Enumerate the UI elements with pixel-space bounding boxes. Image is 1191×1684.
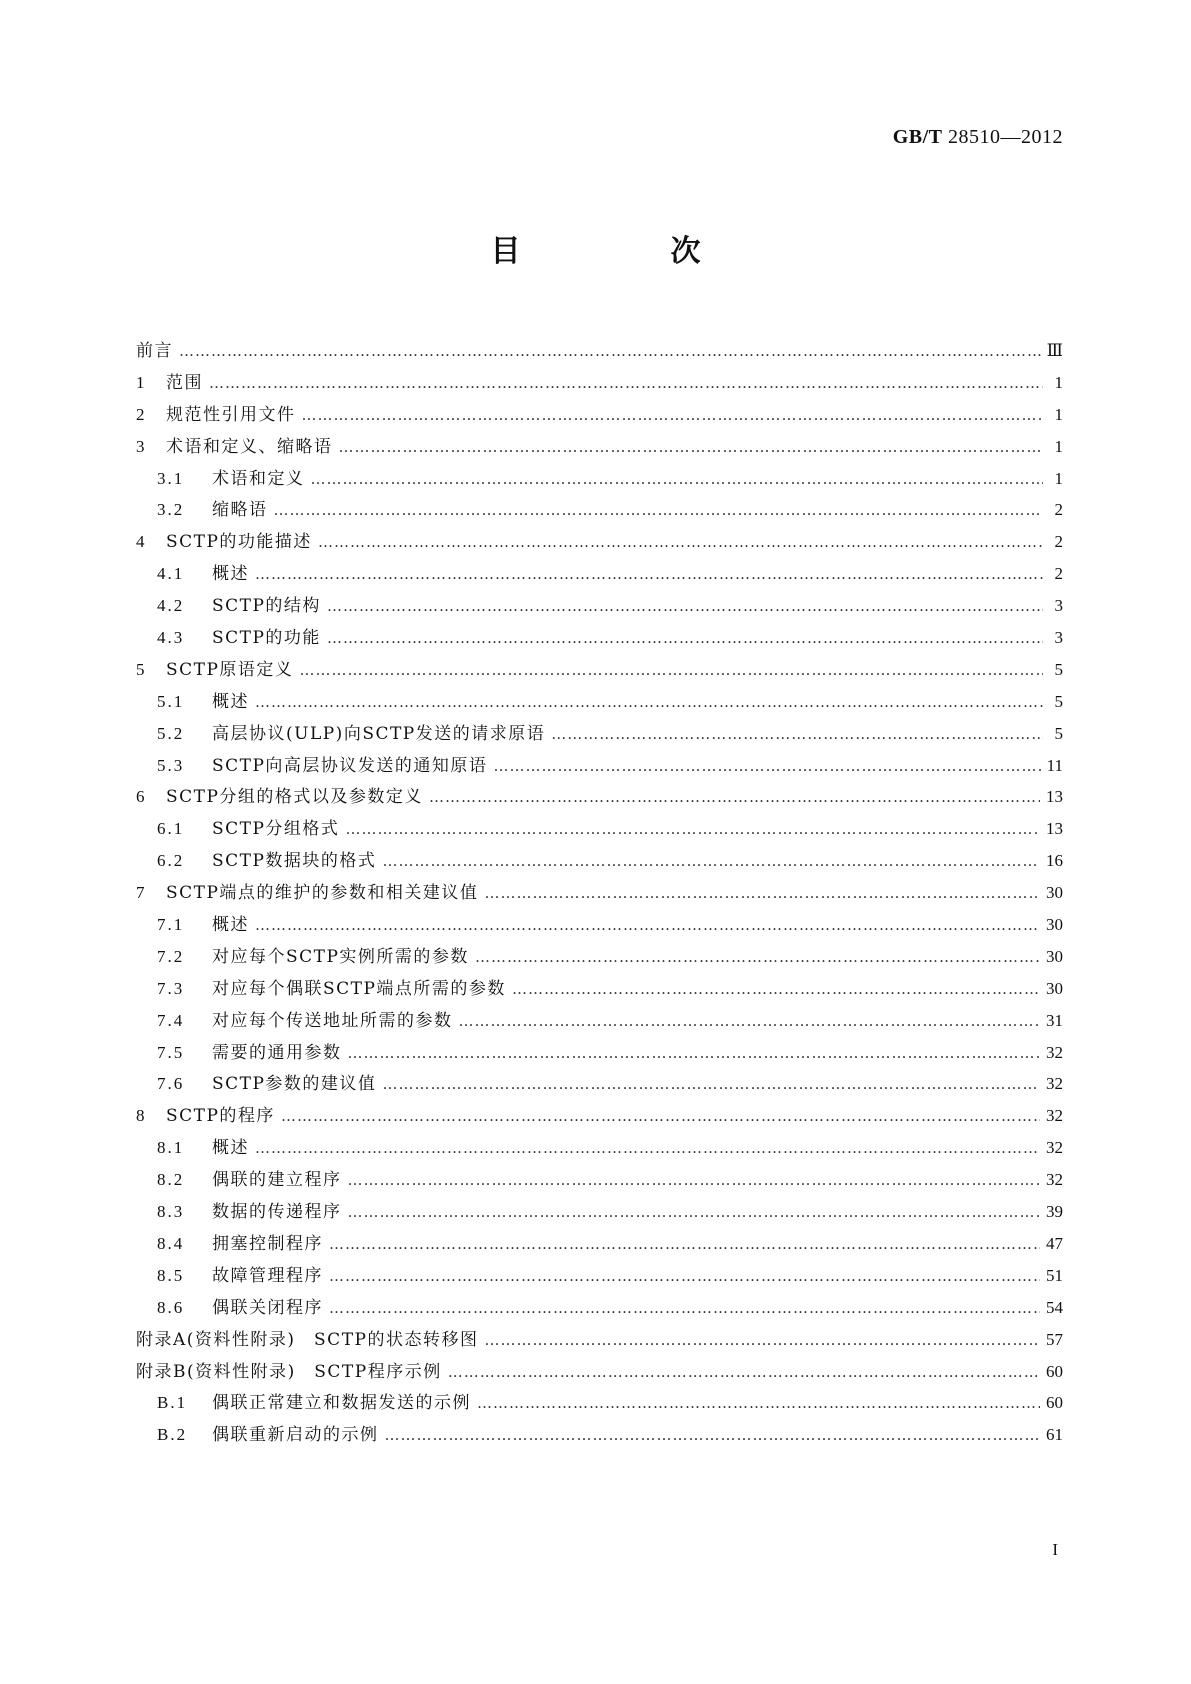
toc-dot-leader	[318, 533, 1043, 551]
toc-entry-number: 8.5	[157, 1265, 185, 1285]
toc-entry-page: 30	[1046, 978, 1063, 998]
toc-entry-number: 8.4	[157, 1233, 185, 1253]
toc-entry-number: 4.1	[157, 564, 185, 584]
toc-entry[interactable]	[136, 1006, 1063, 1038]
toc-entry-page: 2	[1054, 532, 1063, 552]
toc-dot-leader	[281, 1107, 1040, 1125]
toc-entry-page: 30	[1046, 946, 1063, 966]
toc-entry-number: 7.6	[157, 1074, 185, 1094]
document-code-prefix: GB/T	[892, 126, 943, 148]
table-of-contents	[136, 336, 1063, 1452]
toc-entry-label: 术语和定义、缩略语	[166, 436, 333, 457]
toc-entry-label: SCTP的结构	[212, 596, 321, 617]
toc-entry-page: 54	[1046, 1297, 1063, 1317]
toc-entry-label: 需要的通用参数	[212, 1042, 342, 1063]
toc-entry-number: 1	[136, 372, 147, 392]
toc-entry-number: B.1	[157, 1393, 188, 1413]
toc-entry[interactable]	[136, 1357, 1063, 1389]
toc-entry-page: 30	[1046, 915, 1063, 935]
toc-entry[interactable]	[136, 942, 1063, 974]
toc-entry-label: SCTP的功能	[212, 628, 321, 649]
toc-dot-leader	[299, 661, 1043, 679]
toc-dot-leader	[339, 438, 1044, 456]
toc-entry[interactable]	[136, 495, 1063, 527]
toc-entry-page: 47	[1046, 1233, 1063, 1253]
toc-entry-number: 6	[136, 787, 147, 807]
toc-entry[interactable]	[136, 655, 1063, 687]
toc-dot-leader	[255, 693, 1043, 711]
toc-dot-leader	[329, 1267, 1040, 1285]
toc-dot-leader	[209, 374, 1043, 392]
toc-entry[interactable]	[136, 910, 1063, 942]
toc-entry-page: 3	[1054, 596, 1063, 616]
toc-dot-leader	[512, 980, 1040, 998]
toc-dot-leader	[255, 1139, 1040, 1157]
toc-entry-number: 4.2	[157, 596, 185, 616]
toc-entry-number: 3.2	[157, 500, 185, 520]
toc-entry-page: 3	[1054, 628, 1063, 648]
toc-dot-leader	[329, 1235, 1040, 1253]
toc-entry-label: 偶联的建立程序	[212, 1170, 342, 1191]
toc-entry-number: 7.3	[157, 978, 185, 998]
toc-entry-label: 规范性引用文件	[166, 404, 296, 425]
toc-entry-label: 数据的传递程序	[212, 1202, 342, 1223]
toc-entry[interactable]	[136, 527, 1063, 559]
toc-entry[interactable]	[136, 1388, 1063, 1420]
toc-entry-page: 1	[1054, 468, 1063, 488]
toc-entry-label: SCTP分组的格式以及参数定义	[166, 787, 423, 808]
toc-entry-label: 概述	[212, 1138, 249, 1159]
toc-entry-page: 31	[1046, 1010, 1063, 1030]
toc-entry-page: 32	[1046, 1106, 1063, 1126]
toc-entry-number: 7	[136, 883, 147, 903]
toc-entry-label: 高层协议(ULP)向SCTP发送的请求原语	[212, 723, 546, 744]
toc-entry-number: 5.1	[157, 691, 185, 711]
toc-dot-leader	[179, 342, 1041, 360]
toc-dot-leader	[348, 1171, 1041, 1189]
toc-dot-leader	[327, 597, 1043, 615]
toc-dot-leader	[274, 501, 1044, 519]
footer-page-number: I	[1052, 1540, 1058, 1559]
toc-entry-page: 30	[1046, 883, 1063, 903]
toc-dot-leader	[551, 725, 1043, 743]
toc-entry-number: 8.6	[157, 1297, 185, 1317]
toc-entry[interactable]	[136, 1293, 1063, 1325]
toc-entry-number: 7.1	[157, 915, 185, 935]
toc-entry-page: 60	[1046, 1361, 1063, 1381]
toc-entry[interactable]	[136, 751, 1063, 783]
toc-entry-number: 6.2	[157, 851, 185, 871]
toc-entry-page: 57	[1046, 1329, 1063, 1349]
toc-entry[interactable]	[136, 1101, 1063, 1133]
toc-entry-number: 2	[136, 404, 147, 424]
toc-entry-number: 7.4	[157, 1010, 185, 1030]
toc-entry-label: 拥塞控制程序	[212, 1233, 323, 1254]
toc-entry-page: 2	[1054, 500, 1063, 520]
toc-entry-label: SCTP的程序	[166, 1106, 275, 1127]
toc-entry[interactable]	[136, 368, 1063, 400]
toc-entry-page: 1	[1054, 404, 1063, 424]
toc-dot-leader	[484, 884, 1040, 902]
toc-entry[interactable]	[136, 432, 1063, 464]
toc-entry-number: 8.2	[157, 1170, 185, 1190]
toc-entry[interactable]	[136, 719, 1063, 751]
toc-entry-label: SCTP原语定义	[166, 659, 294, 680]
toc-entry-number: 6.1	[157, 819, 185, 839]
toc-entry-label: SCTP的功能描述	[166, 532, 312, 553]
toc-dot-leader	[382, 852, 1040, 870]
toc-dot-leader	[302, 406, 1044, 424]
toc-entry-page: 11	[1046, 755, 1063, 775]
toc-entry-label: 缩略语	[212, 500, 268, 521]
toc-entry[interactable]	[136, 1420, 1063, 1452]
toc-entry-page: 1	[1054, 436, 1063, 456]
toc-entry-page: 13	[1046, 819, 1063, 839]
toc-entry[interactable]	[136, 782, 1063, 814]
toc-entry-label: SCTP端点的维护的参数和相关建议值	[166, 883, 479, 904]
toc-dot-leader	[493, 757, 1040, 775]
toc-entry[interactable]	[136, 559, 1063, 591]
toc-entry-label: 前言	[136, 341, 173, 361]
toc-entry-label: 故障管理程序	[212, 1265, 323, 1286]
toc-entry-page: 51	[1046, 1265, 1063, 1285]
page-title: 目 次	[490, 234, 761, 269]
toc-entry[interactable]	[136, 687, 1063, 719]
toc-entry-number: 3.1	[157, 468, 185, 488]
toc-entry-label: SCTP向高层协议发送的通知原语	[212, 755, 488, 776]
toc-entry-page: 2	[1054, 564, 1063, 584]
toc-entry-page: 60	[1046, 1393, 1063, 1413]
toc-entry-label: 对应每个传送地址所需的参数	[212, 1010, 453, 1031]
toc-entry-label: 对应每个偶联SCTP端点所需的参数	[212, 978, 506, 999]
toc-dot-leader	[385, 1426, 1041, 1444]
toc-entry-page: 32	[1046, 1170, 1063, 1190]
toc-entry-page: 5	[1054, 691, 1063, 711]
toc-entry-number: 4.3	[157, 628, 185, 648]
toc-dot-leader	[345, 820, 1040, 838]
toc-entry-page: 32	[1046, 1042, 1063, 1062]
toc-entry-number: 5.3	[157, 755, 185, 775]
toc-entry[interactable]	[136, 814, 1063, 846]
toc-entry-page: 61	[1046, 1425, 1063, 1445]
toc-entry-label: 范围	[166, 372, 203, 393]
toc-dot-leader	[255, 565, 1043, 583]
toc-entry-label: 偶联重新启动的示例	[212, 1425, 379, 1446]
toc-entry[interactable]	[136, 591, 1063, 623]
toc-entry[interactable]	[136, 400, 1063, 432]
toc-entry-label: 附录A(资料性附录) SCTP的状态转移图	[136, 1329, 479, 1350]
toc-entry-number: 7.2	[157, 946, 185, 966]
toc-entry-number: 4	[136, 532, 147, 552]
toc-dot-leader	[475, 948, 1040, 966]
toc-entry[interactable]	[136, 1038, 1063, 1070]
toc-entry-label: 对应每个SCTP实例所需的参数	[212, 946, 469, 967]
toc-entry-number: B.2	[157, 1425, 188, 1445]
toc-entry-page: 1	[1054, 372, 1063, 392]
toc-entry[interactable]	[136, 1261, 1063, 1293]
toc-entry-page: 39	[1046, 1202, 1063, 1222]
toc-entry-label: 偶联关闭程序	[212, 1297, 323, 1318]
toc-dot-leader	[484, 1331, 1040, 1349]
toc-entry[interactable]	[136, 1165, 1063, 1197]
toc-entry-page: 32	[1046, 1074, 1063, 1094]
toc-entry-label: 概述	[212, 915, 249, 936]
toc-entry-number: 8.3	[157, 1202, 185, 1222]
toc-entry-page: Ⅲ	[1046, 341, 1063, 360]
toc-entry[interactable]	[136, 846, 1063, 878]
toc-entry-number: 5.2	[157, 723, 185, 743]
toc-entry-label: SCTP数据块的格式	[212, 851, 377, 872]
toc-entry-label: 术语和定义	[212, 468, 305, 489]
toc-entry-number: 3	[136, 436, 147, 456]
toc-dot-leader	[329, 1299, 1040, 1317]
toc-dot-leader	[477, 1394, 1040, 1412]
toc-dot-leader	[348, 1203, 1041, 1221]
toc-dot-leader	[348, 1044, 1041, 1062]
toc-dot-leader	[429, 788, 1040, 806]
toc-dot-leader	[327, 629, 1043, 647]
toc-entry-label: 概述	[212, 691, 249, 712]
toc-entry-label: SCTP参数的建议值	[212, 1074, 377, 1095]
toc-entry-label: 附录B(资料性附录) SCTP程序示例	[136, 1361, 442, 1382]
document-code	[893, 126, 1063, 149]
toc-entry-number: 8.1	[157, 1138, 185, 1158]
toc-dot-leader	[459, 1012, 1041, 1030]
toc-entry[interactable]	[136, 336, 1063, 368]
toc-entry-number: 8	[136, 1106, 147, 1126]
toc-entry[interactable]	[136, 464, 1063, 496]
toc-entry-page: 16	[1046, 851, 1063, 871]
toc-entry-label: SCTP分组格式	[212, 819, 340, 840]
toc-entry-label: 概述	[212, 564, 249, 585]
toc-dot-leader	[255, 916, 1040, 934]
toc-dot-leader	[311, 470, 1044, 488]
toc-dot-leader	[448, 1363, 1040, 1381]
toc-entry[interactable]	[136, 878, 1063, 910]
toc-entry[interactable]	[136, 1325, 1063, 1357]
toc-entry-number: 5	[136, 659, 147, 679]
toc-entry[interactable]	[136, 1229, 1063, 1261]
document-code-number: 28510—2012	[948, 126, 1063, 148]
toc-entry[interactable]	[136, 1133, 1063, 1165]
toc-entry[interactable]	[136, 623, 1063, 655]
toc-dot-leader	[382, 1075, 1040, 1093]
toc-entry-number: 7.5	[157, 1042, 185, 1062]
toc-entry[interactable]	[136, 974, 1063, 1006]
toc-entry-page: 5	[1054, 723, 1063, 743]
toc-entry-page: 32	[1046, 1138, 1063, 1158]
toc-entry[interactable]	[136, 1069, 1063, 1101]
toc-entry[interactable]	[136, 1197, 1063, 1229]
toc-entry-page: 13	[1046, 787, 1063, 807]
toc-entry-label: 偶联正常建立和数据发送的示例	[212, 1393, 471, 1414]
toc-entry-page: 5	[1054, 659, 1063, 679]
